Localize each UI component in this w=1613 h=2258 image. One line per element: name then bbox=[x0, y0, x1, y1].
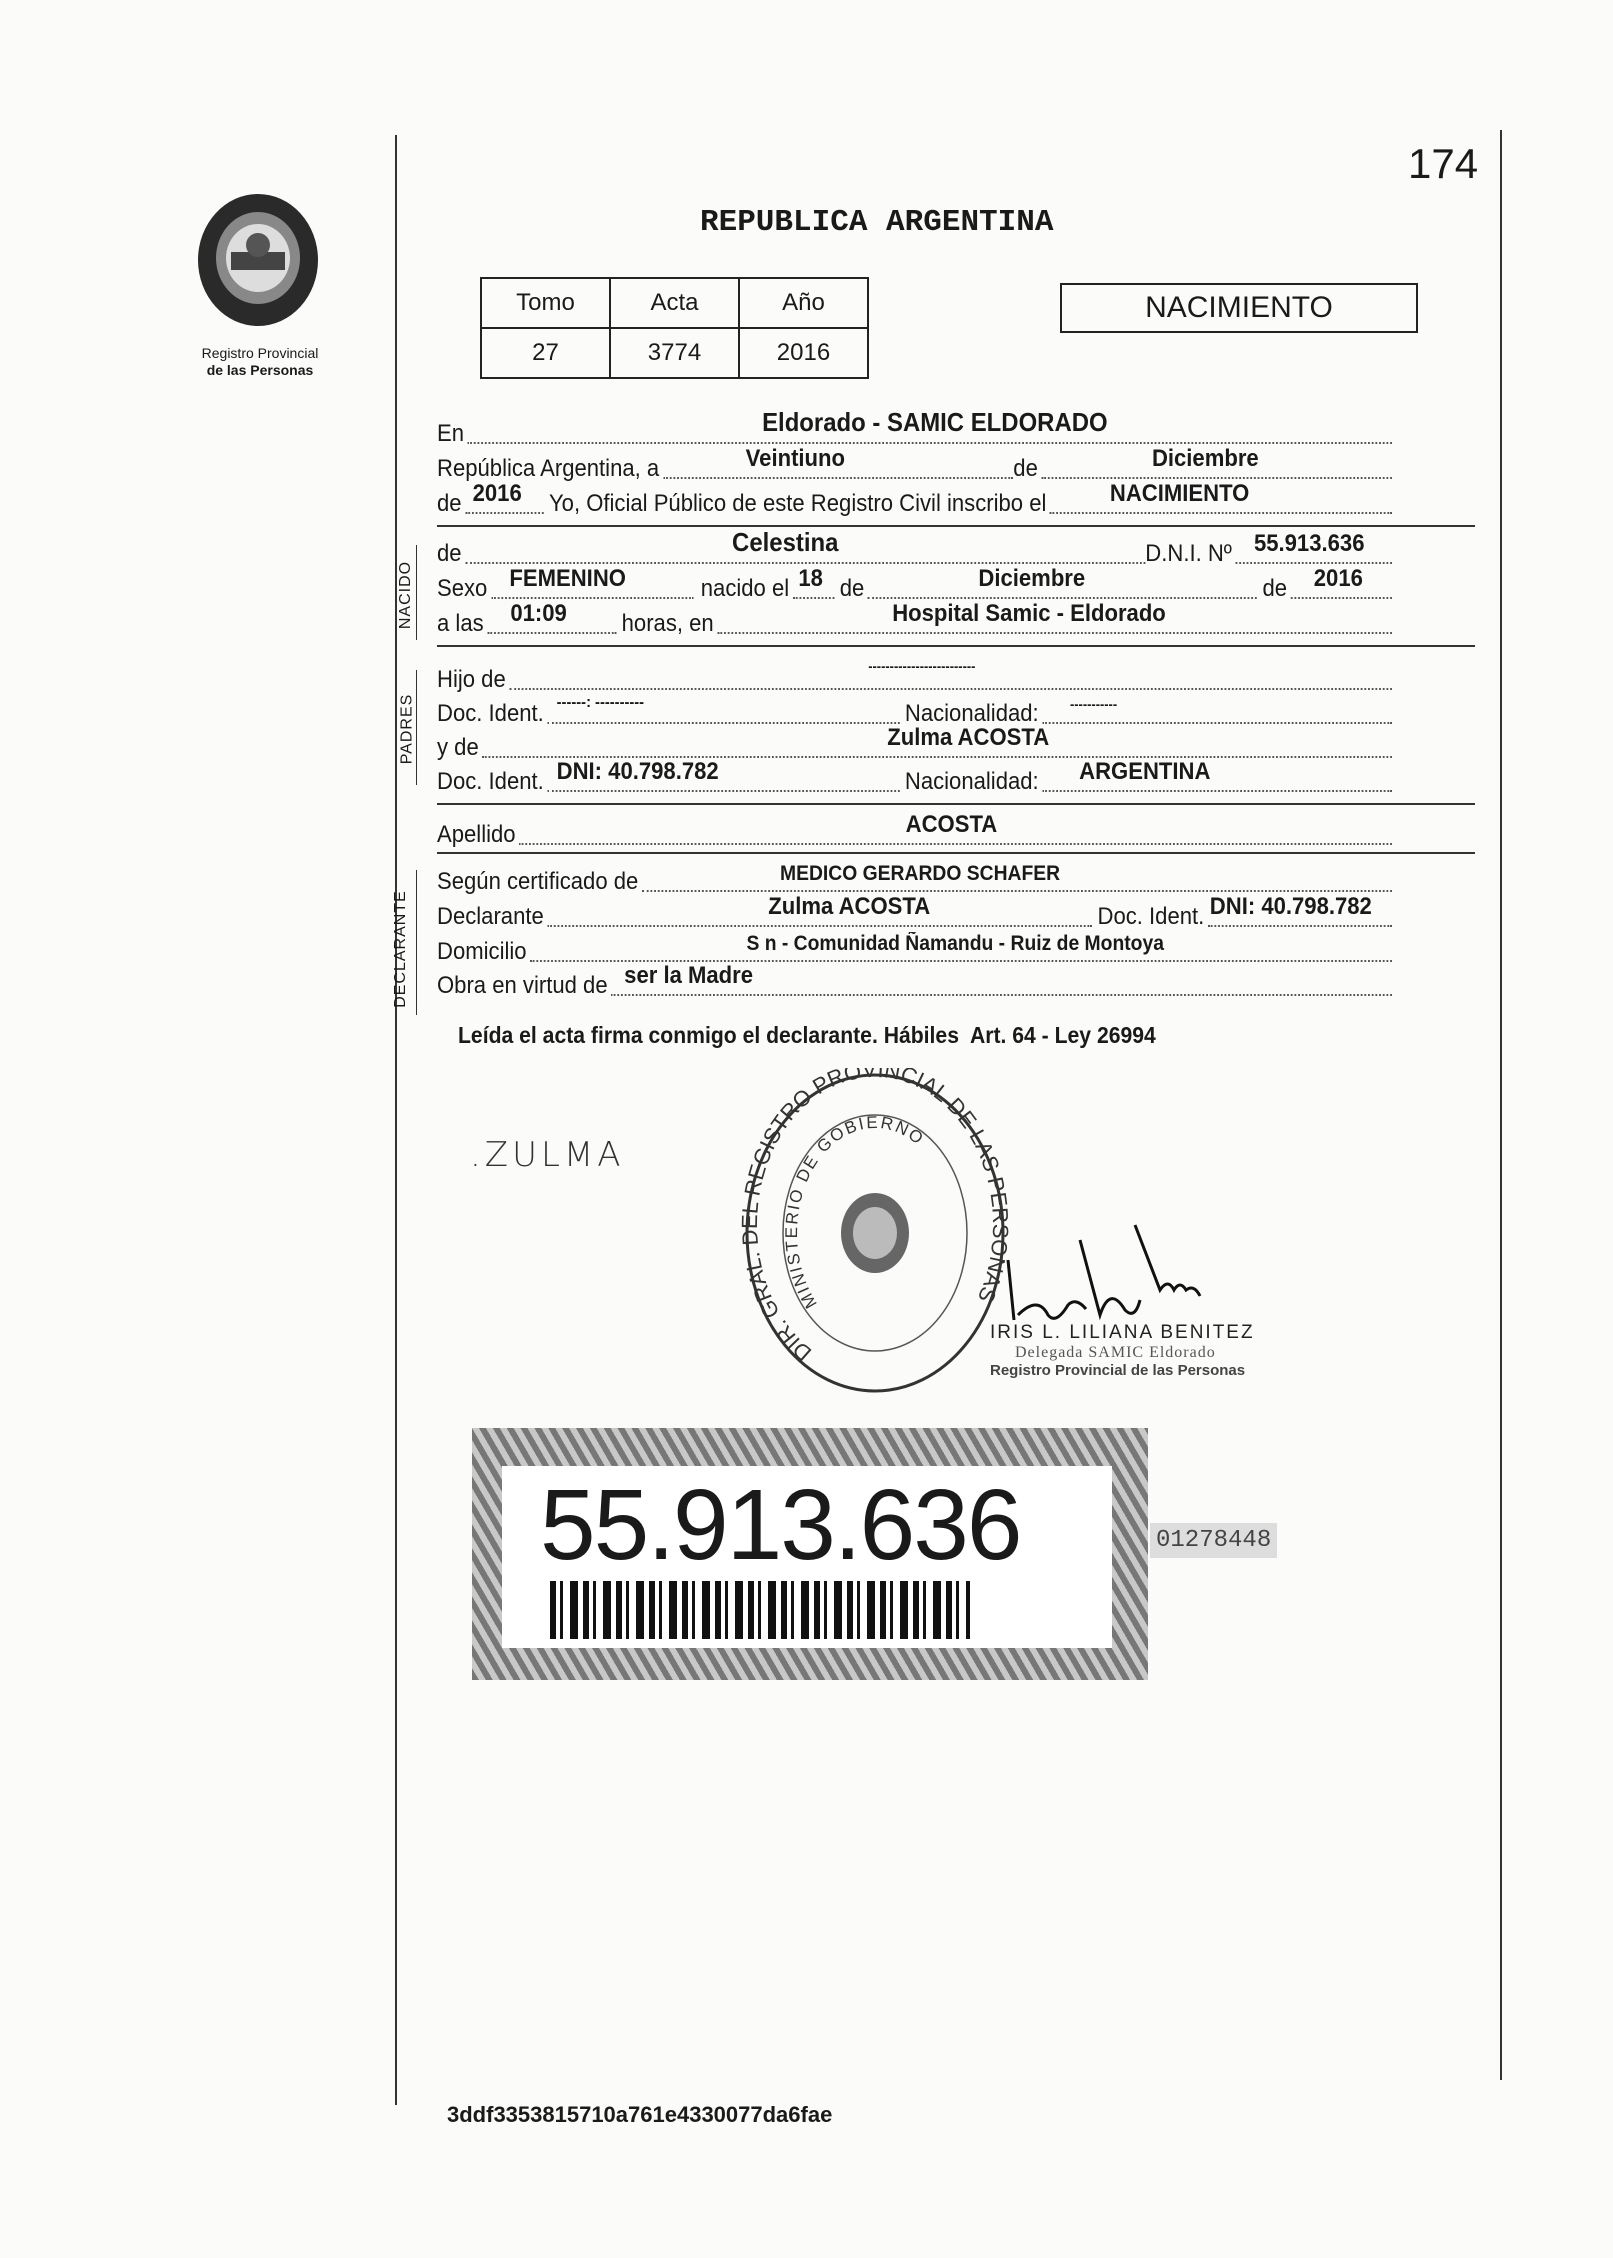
logo-caption: Registro Provincial de las Personas bbox=[201, 345, 319, 378]
signer-block bbox=[990, 1322, 1290, 1379]
dni-number: 55.913.636 bbox=[540, 1469, 1021, 1581]
row-sexo: Sexo FEMENINO nacido el 18 de Diciembre de 2016 bbox=[437, 569, 1392, 603]
page-number: 174 bbox=[1408, 140, 1479, 187]
row-ano: de 2016 Yo, Oficial Público de este Registro Civil inscribo el NACIMIENTO bbox=[437, 484, 1392, 518]
signer-office: Registro Provincial de las Personas bbox=[990, 1362, 1246, 1379]
label-panel bbox=[502, 1466, 1112, 1648]
separator bbox=[437, 803, 1475, 805]
signer-role: Delegada SAMIC Eldorado bbox=[1015, 1344, 1216, 1361]
tomo-header: Tomo bbox=[481, 278, 610, 328]
row-hora: a las 01:09 horas, en Hospital Samic - Eldorado bbox=[437, 604, 1392, 638]
signature bbox=[1000, 1220, 1230, 1330]
section-label-padres: PADRES bbox=[398, 693, 416, 765]
label-serial: 01278448 bbox=[1150, 1523, 1277, 1558]
record-type-box: NACIMIENTO bbox=[1060, 283, 1418, 333]
row-fecha: República Argentina, a Veintiuno de Diciembre bbox=[437, 449, 1392, 483]
acta-value: 3774 bbox=[610, 328, 739, 378]
dni-label-sticker bbox=[472, 1428, 1148, 1680]
section-label-declarante: DECLARANTE bbox=[391, 890, 409, 1008]
document-title: REPUBLICA ARGENTINA bbox=[700, 205, 1054, 240]
stamp-inner-text: MINISTERIO DE GOBIERNO bbox=[781, 1112, 929, 1312]
acta-header: Acta bbox=[610, 278, 739, 328]
right-margin-line bbox=[1500, 130, 1502, 2080]
row-nombre: de Celestina D.N.I. Nº 55.913.636 bbox=[437, 534, 1392, 568]
handwritten-name: .ZULMA bbox=[470, 1135, 625, 1175]
section-rule bbox=[416, 545, 417, 640]
ano-header: Año bbox=[739, 278, 868, 328]
row-madre: y de Zulma ACOSTA bbox=[437, 728, 1392, 762]
row-apellido: Apellido ACOSTA bbox=[437, 815, 1392, 849]
closing-statement: Leída el acta firma conmigo el declarante. Hábiles Art. 64 - Ley 26994 bbox=[458, 1022, 1156, 1048]
document-hash: 3ddf3353815710a761e4330077da6fae bbox=[447, 2102, 833, 2127]
section-rule bbox=[416, 670, 417, 785]
row-obra: Obra en virtud de ser la Madre bbox=[437, 966, 1392, 1000]
stamp-outer-text: DIR. GRAL. REGISTRO PROVINCIAL DE LAS PE ONAS bbox=[740, 1068, 1010, 1367]
section-rule bbox=[416, 870, 417, 1015]
official-stamp bbox=[740, 1068, 1010, 1398]
registry-logo bbox=[193, 190, 323, 330]
separator bbox=[437, 852, 1475, 854]
registry-table bbox=[480, 277, 869, 379]
separator bbox=[437, 525, 1475, 527]
left-margin-line bbox=[395, 135, 397, 2105]
row-en: En Eldorado - SAMIC ELDORADO bbox=[437, 414, 1392, 448]
place-value: Eldorado - SAMIC ELDORADO bbox=[762, 407, 1108, 437]
tomo-value: 27 bbox=[481, 328, 610, 378]
row-padre: Hijo de ------------------------- bbox=[437, 660, 1392, 694]
row-domicilio: Domicilio S n - Comunidad Ñamandu - Ruiz de Montoya bbox=[437, 932, 1392, 966]
separator bbox=[437, 645, 1475, 647]
section-label-nacido: NACIDO bbox=[397, 560, 415, 630]
row-madre-doc: Doc. Ident. DNI: 40.798.782 Nacionalidad: ARGENTINA bbox=[437, 762, 1392, 796]
row-certificado: Según certificado de MEDICO GERARDO SCHAFER bbox=[437, 862, 1392, 896]
row-declarante: Declarante Zulma ACOSTA Doc. Ident. DNI: 40.798.782 bbox=[437, 897, 1392, 931]
row-padre-doc: Doc. Ident. ------: ---------- Nacionalidad: ----------- bbox=[437, 694, 1392, 728]
ano-value: 2016 bbox=[739, 328, 868, 378]
barcode bbox=[550, 1581, 970, 1639]
signer-name: IRIS L. LILIANA BENITEZ bbox=[990, 1322, 1255, 1343]
